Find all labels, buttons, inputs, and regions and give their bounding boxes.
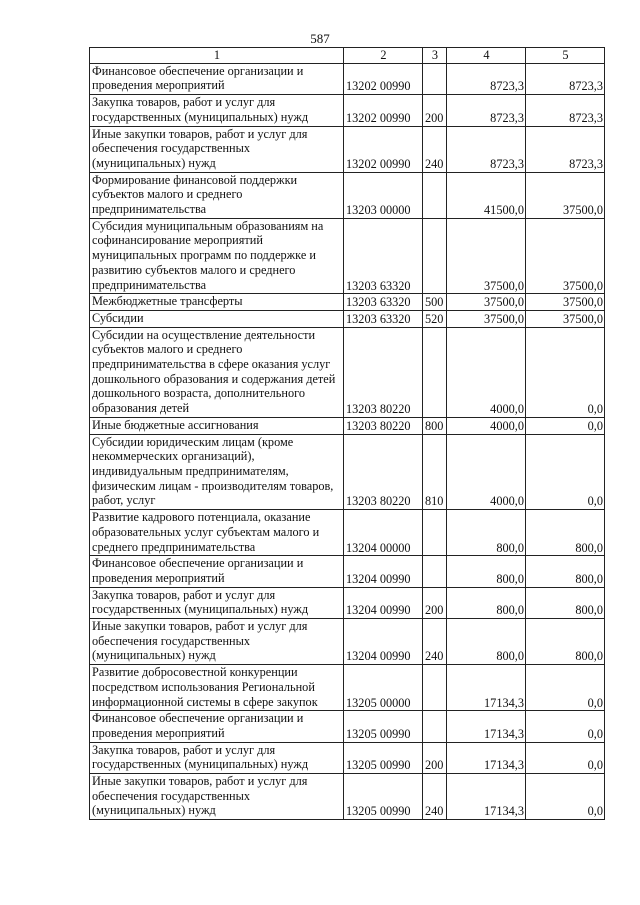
row-amount-cell: 800,0 <box>447 556 526 587</box>
row-amount-cell: 37500,0 <box>447 294 526 311</box>
row-code-cell: 13204 00990 <box>344 556 423 587</box>
row-expense-type-cell: 200 <box>423 587 447 618</box>
row-expense-type-cell: 240 <box>423 774 447 820</box>
row-amount-cell: 800,0 <box>526 510 605 556</box>
row-amount-cell: 0,0 <box>526 434 605 510</box>
row-code-cell: 13202 00990 <box>344 126 423 172</box>
row-amount-cell: 8723,3 <box>447 126 526 172</box>
table-row <box>90 63 605 94</box>
row-amount-cell: 17134,3 <box>447 774 526 820</box>
budget-table <box>89 47 605 820</box>
row-code-cell: 13205 00000 <box>344 665 423 711</box>
row-name-cell: Развитие кадрового потенциала, оказание образовательных услуг субъектам малого и среднего предпринимательства <box>90 510 344 556</box>
table-header-row <box>90 48 605 64</box>
row-code-cell: 13205 00990 <box>344 774 423 820</box>
row-amount-cell: 800,0 <box>447 619 526 665</box>
row-name-cell: Иные закупки товаров, работ и услуг для обеспечения государственных (муниципальных) нужд <box>90 126 344 172</box>
row-expense-type-cell <box>423 510 447 556</box>
table-row <box>90 742 605 773</box>
row-name-cell: Закупка товаров, работ и услуг для государственных (муниципальных) нужд <box>90 742 344 773</box>
table-row <box>90 126 605 172</box>
row-code-cell: 13203 80220 <box>344 327 423 417</box>
row-name-cell: Субсидии <box>90 310 344 327</box>
table-row <box>90 619 605 665</box>
row-amount-cell: 37500,0 <box>526 218 605 294</box>
row-code-cell: 13202 00990 <box>344 95 423 126</box>
row-amount-cell: 800,0 <box>447 587 526 618</box>
row-code-cell: 13204 00000 <box>344 510 423 556</box>
row-name-cell: Субсидии на осуществление деятельности субъектов малого и среднего предпринимательства в сфере оказания услуг дошкольного образования и содержания детей дошкольного возраста, дополнительного образования детей <box>90 327 344 417</box>
row-name-cell: Формирование финансовой поддержки субъектов малого и среднего предпринимательства <box>90 172 344 218</box>
row-code-cell: 13203 63320 <box>344 218 423 294</box>
column-header: 3 <box>423 48 447 64</box>
table-row <box>90 510 605 556</box>
column-header: 4 <box>447 48 526 64</box>
row-code-cell: 13205 00990 <box>344 711 423 742</box>
row-amount-cell: 8723,3 <box>526 126 605 172</box>
row-amount-cell: 37500,0 <box>447 310 526 327</box>
row-amount-cell: 800,0 <box>526 587 605 618</box>
row-amount-cell: 37500,0 <box>526 172 605 218</box>
row-name-cell: Иные закупки товаров, работ и услуг для обеспечения государственных (муниципальных) нужд <box>90 619 344 665</box>
page-number: 587 <box>310 31 330 46</box>
row-expense-type-cell: 240 <box>423 619 447 665</box>
table-row <box>90 172 605 218</box>
row-amount-cell: 4000,0 <box>447 434 526 510</box>
row-amount-cell: 8723,3 <box>526 95 605 126</box>
row-expense-type-cell <box>423 556 447 587</box>
table-row <box>90 417 605 434</box>
row-amount-cell: 37500,0 <box>526 310 605 327</box>
row-name-cell: Закупка товаров, работ и услуг для государственных (муниципальных) нужд <box>90 587 344 618</box>
row-amount-cell: 0,0 <box>526 774 605 820</box>
table-row <box>90 434 605 510</box>
row-amount-cell: 17134,3 <box>447 742 526 773</box>
row-amount-cell: 0,0 <box>526 327 605 417</box>
table-row <box>90 310 605 327</box>
row-name-cell: Финансовое обеспечение организации и проведения мероприятий <box>90 63 344 94</box>
row-expense-type-cell <box>423 63 447 94</box>
row-code-cell: 13202 00990 <box>344 63 423 94</box>
budget-table-body <box>90 48 605 820</box>
row-expense-type-cell <box>423 665 447 711</box>
table-row <box>90 665 605 711</box>
table-row <box>90 556 605 587</box>
row-amount-cell: 8723,3 <box>526 63 605 94</box>
row-code-cell: 13204 00990 <box>344 587 423 618</box>
row-name-cell: Субсидии юридическим лицам (кроме некоммерческих организаций), индивидуальным предпринимателям, физическим лицам - производителям товаров, работ, услуг <box>90 434 344 510</box>
row-amount-cell: 0,0 <box>526 417 605 434</box>
row-expense-type-cell <box>423 218 447 294</box>
row-name-cell: Финансовое обеспечение организации и проведения мероприятий <box>90 711 344 742</box>
row-code-cell: 13204 00990 <box>344 619 423 665</box>
row-name-cell: Субсидия муниципальным образованиям на софинансирование мероприятий муниципальных программ по поддержке и развитию субъектов малого и среднего предпринимательства <box>90 218 344 294</box>
row-name-cell: Иные бюджетные ассигнования <box>90 417 344 434</box>
row-expense-type-cell: 810 <box>423 434 447 510</box>
row-expense-type-cell: 800 <box>423 417 447 434</box>
row-name-cell: Закупка товаров, работ и услуг для государственных (муниципальных) нужд <box>90 95 344 126</box>
row-code-cell: 13203 63320 <box>344 310 423 327</box>
table-row <box>90 294 605 311</box>
row-code-cell: 13205 00990 <box>344 742 423 773</box>
row-amount-cell: 17134,3 <box>447 665 526 711</box>
table-row <box>90 218 605 294</box>
row-amount-cell: 0,0 <box>526 711 605 742</box>
row-code-cell: 13203 80220 <box>344 434 423 510</box>
table-row <box>90 774 605 820</box>
row-expense-type-cell: 500 <box>423 294 447 311</box>
row-amount-cell: 0,0 <box>526 742 605 773</box>
column-header: 2 <box>344 48 423 64</box>
table-row <box>90 95 605 126</box>
row-expense-type-cell: 200 <box>423 95 447 126</box>
table-row <box>90 587 605 618</box>
row-expense-type-cell <box>423 172 447 218</box>
row-code-cell: 13203 00000 <box>344 172 423 218</box>
row-amount-cell: 8723,3 <box>447 63 526 94</box>
row-amount-cell: 0,0 <box>526 665 605 711</box>
row-expense-type-cell: 520 <box>423 310 447 327</box>
column-header: 1 <box>90 48 344 64</box>
row-name-cell: Финансовое обеспечение организации и проведения мероприятий <box>90 556 344 587</box>
row-name-cell: Развитие добросовестной конкуренции посредством использования Региональной информационной системы в сфере закупок <box>90 665 344 711</box>
row-expense-type-cell <box>423 327 447 417</box>
row-amount-cell: 800,0 <box>447 510 526 556</box>
row-expense-type-cell: 200 <box>423 742 447 773</box>
row-amount-cell: 41500,0 <box>447 172 526 218</box>
row-amount-cell: 4000,0 <box>447 417 526 434</box>
row-amount-cell: 4000,0 <box>447 327 526 417</box>
row-amount-cell: 17134,3 <box>447 711 526 742</box>
row-amount-cell: 37500,0 <box>447 218 526 294</box>
column-header: 5 <box>526 48 605 64</box>
row-amount-cell: 800,0 <box>526 556 605 587</box>
row-expense-type-cell <box>423 711 447 742</box>
table-row <box>90 327 605 417</box>
row-name-cell: Иные закупки товаров, работ и услуг для обеспечения государственных (муниципальных) нужд <box>90 774 344 820</box>
row-expense-type-cell: 240 <box>423 126 447 172</box>
table-row <box>90 711 605 742</box>
row-amount-cell: 37500,0 <box>526 294 605 311</box>
row-amount-cell: 800,0 <box>526 619 605 665</box>
row-amount-cell: 8723,3 <box>447 95 526 126</box>
row-code-cell: 13203 63320 <box>344 294 423 311</box>
row-code-cell: 13203 80220 <box>344 417 423 434</box>
row-name-cell: Межбюджетные трансферты <box>90 294 344 311</box>
